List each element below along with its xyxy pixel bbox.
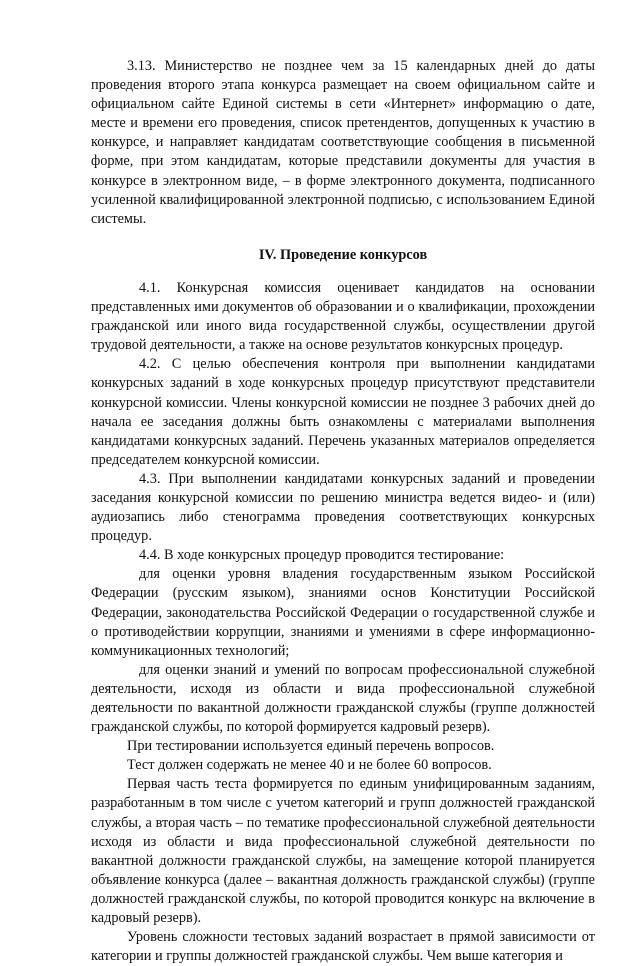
section-heading: IV. Проведение конкурсов xyxy=(258,246,428,263)
paragraph-3-13: 3.13. Министерство не позднее чем за 15 календарных дней до даты проведения второго этапа конкурса размещает на своем официальном сайте и официальном сайте Единой системы в сети «Интернет» информацию о дате, месте и времени его проведения, список претендентов, допущенных к участию в конкурсе, и направляет кандидатам соответствующие сообщения в письменной форме, при этом кандидатам, которые представили документы для участия в конкурсе в электронном виде, – в форме электронного документа, подписанного усиленной квалифицированной электронной подписью, с использованием Единой системы. xyxy=(91,58,595,227)
paragraph-test-first-part: Первая часть теста формируется по единым унифицированным заданиям, разработанным в том числе с учетом категорий и групп должностей гражданской службы, а вторая часть – по тематике профессиональной служебной деятельности исходя из области и вида профессиональной служебной деятельности по вакантной должности гражданской службы, на замещение которой планируется объявление конкурса (далее – вакантная должность гражданской службы) (группе должностей гражданской службы, по которой проводится конкурс на включение в кадровый резерв). xyxy=(91,776,595,927)
paragraph-test-difficulty: Уровень сложности тестовых заданий возрастает в прямой зависимости от категории и группы должностей гражданской службы. Чем выше категория и xyxy=(91,929,595,965)
paragraph-4-2: 4.2. С целью обеспечения контроля при выполнении кандидатами конкурсных заданий в ходе конкурсных процедур присутствуют представители конкурсной комиссии. Члены конкурсной комиссии не позднее 3 рабочих дней до начала ее заседания должны быть ознакомлены с материалами выполнения кандидатами конкурсных заданий. Перечень указанных материалов определяется председателем конкурсной комиссии. xyxy=(91,356,595,468)
paragraph-test-size: Тест должен содержать не менее 40 и не более 60 вопросов. xyxy=(127,757,492,774)
paragraph-test-language: для оценки уровня владения государственным языком Российской Федерации (русским языком), знаниями основ Конституции Российской Федерации, законодательства Российской Федерации о государственной службе и о противодействии коррупции, знаниями и умениями в сфере информационно-коммуникационных технологий; xyxy=(91,566,595,659)
paragraph-4-1: 4.1. Конкурсная комиссия оценивает кандидатов на основании представленных ими документов об образовании и о квалификации, прохождении гражданской или иного вида государственной службы, осуществлении другой трудовой деятельности, а также на основе результатов конкурсных процедур. xyxy=(91,279,595,354)
paragraph-4-4: 4.4. В ходе конкурсных процедур проводится тестирование: xyxy=(139,547,505,564)
paragraph-single-question-list: При тестировании используется единый перечень вопросов. xyxy=(127,738,495,755)
paragraph-4-3: 4.3. При выполнении кандидатами конкурсных заданий и проведении заседания конкурсной комиссии по решению министра ведется видео- и (или) аудиозапись либо стенограмма проведения соответствующих конкурсных процедур. xyxy=(91,470,595,545)
paragraph-test-professional: для оценки знаний и умений по вопросам профессиональной служебной деятельности, исходя из области и вида профессиональной служебной деятельности по вакантной должности гражданской службы (группе должностей гражданской службы, по которой формируется кадровый резерв). xyxy=(91,661,595,736)
